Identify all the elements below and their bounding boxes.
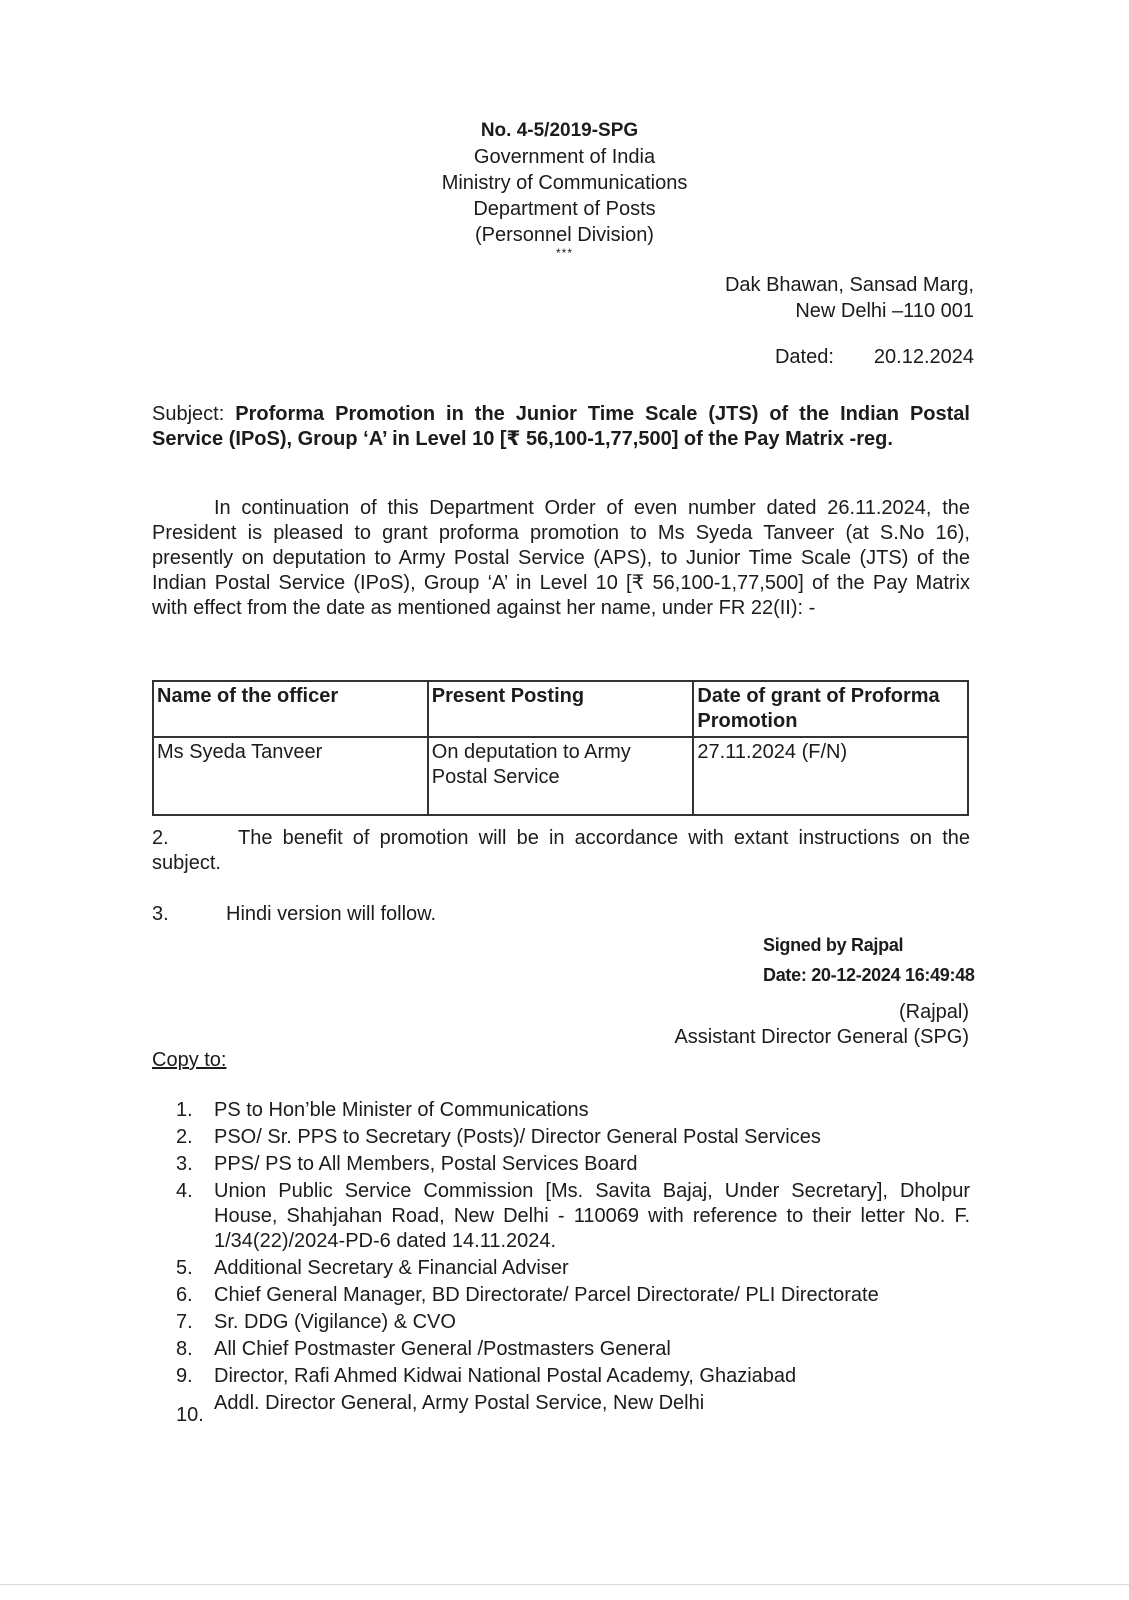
letterhead xyxy=(0,118,1129,258)
signer-block xyxy=(674,1000,969,1050)
list-item-text: Addl. Director General, Army Postal Service, New Delhi xyxy=(214,1392,705,1414)
list-item xyxy=(176,1391,970,1426)
list-item-number: 8. xyxy=(176,1338,193,1360)
subject-text: Proforma Promotion in the Junior Time Scale (JTS) of the Indian Postal Service (IPoS), Group ‘A’ in Level 10 [₹ 56,100-1,77,500] of the Pay Matrix -reg. xyxy=(152,403,970,450)
digital-signature xyxy=(763,930,975,990)
paragraph-1: In continuation of this Department Order of even number dated 26.11.2024, the President is pleased to grant proforma promotion to Ms Syeda Tanveer (at S.No 16), presently on deputation to Army Postal Service (APS), to Junior Time Scale (JTS) of the Indian Postal Service (IPoS), Group ‘A’ in Level 10 [₹ 56,100-1,77,500] of the Pay Matrix with effect from the date as mentioned against her name, under FR 22(II): - xyxy=(152,497,970,619)
list-item-text: Union Public Service Commission [Ms. Savita Bajaj, Under Secretary], Dholpur House, Shahjahan Road, New Delhi - 110069 with reference to their letter No. F. 1/34(22)/2024-PD-6 dated 14.11.2024. xyxy=(214,1180,970,1252)
table-row xyxy=(153,737,968,815)
paragraph-2-text: The benefit of promotion will be in accordance with extant instructions on the subject. xyxy=(152,827,970,874)
header-line-department: Department of Posts xyxy=(473,198,656,220)
list-item xyxy=(176,1125,970,1150)
header-line-government: Government of India xyxy=(473,146,656,168)
list-item-number: 5. xyxy=(176,1257,193,1279)
dated-label: Dated: xyxy=(774,346,834,368)
list-item xyxy=(176,1256,970,1281)
list-item-number: 6. xyxy=(176,1284,193,1306)
table-header-name: Name of the officer xyxy=(153,681,428,737)
list-item-text: Sr. DDG (Vigilance) & CVO xyxy=(214,1311,456,1333)
list-item-number: 10. xyxy=(176,1404,204,1426)
table-header-row xyxy=(153,681,968,737)
list-item-number: 9. xyxy=(176,1365,193,1387)
list-item-number: 4. xyxy=(176,1180,193,1202)
copy-to-heading: Copy to: xyxy=(152,1049,227,1071)
list-item xyxy=(176,1337,970,1362)
header-line-ministry: Ministry of Communications xyxy=(441,172,688,194)
scan-edge-mark xyxy=(0,1584,1129,1585)
list-item xyxy=(176,1179,970,1254)
dated-value: 20.12.2024 xyxy=(873,346,974,368)
officer-table-wrapper xyxy=(152,680,969,816)
table-cell-posting: On deputation to Army Postal Service xyxy=(428,737,694,815)
list-item xyxy=(176,1283,970,1308)
paragraph-2-number: 2. xyxy=(152,827,169,849)
header-stars: *** xyxy=(555,246,573,260)
list-item-text: All Chief Postmaster General /Postmasters General xyxy=(214,1338,671,1360)
address-line-2: New Delhi –110 001 xyxy=(795,300,974,322)
subject-label: Subject: xyxy=(152,403,225,425)
list-item-text: PPS/ PS to All Members, Postal Services Board xyxy=(214,1153,638,1175)
address-line-1: Dak Bhawan, Sansad Marg, xyxy=(724,274,974,296)
header-line-division: (Personnel Division) xyxy=(475,224,654,246)
table-header-date: Date of grant of Proforma Promotion xyxy=(693,681,968,737)
officer-table xyxy=(152,680,969,816)
copy-to-list xyxy=(176,1098,970,1426)
table-cell-date: 27.11.2024 (F/N) xyxy=(693,737,968,815)
table-header-posting: Present Posting xyxy=(428,681,694,737)
list-item xyxy=(176,1152,970,1177)
list-item-text: Additional Secretary & Financial Adviser xyxy=(214,1257,569,1279)
paragraph-3-text: Hindi version will follow. xyxy=(226,903,437,925)
list-item-text: PSO/ Sr. PPS to Secretary (Posts)/ Director General Postal Services xyxy=(214,1126,821,1148)
signer-designation: Assistant Director General (SPG) xyxy=(674,1026,969,1048)
list-item-number: 2. xyxy=(176,1126,193,1148)
signature-date: Date: 20-12-2024 16:49:48 xyxy=(763,965,975,985)
list-item-text: Director, Rafi Ahmed Kidwai National Postal Academy, Ghaziabad xyxy=(214,1365,797,1387)
office-address xyxy=(725,272,974,324)
file-number: No. 4-5/2019-SPG xyxy=(480,120,639,141)
date-line xyxy=(775,344,974,370)
list-item-text: Chief General Manager, BD Directorate/ Parcel Directorate/ PLI Directorate xyxy=(214,1284,879,1306)
signer-name: (Rajpal) xyxy=(898,1001,969,1023)
paragraph-2 xyxy=(152,826,970,876)
signed-by: Signed by Rajpal xyxy=(763,935,904,955)
subject xyxy=(152,402,970,452)
table-cell-name: Ms Syeda Tanveer xyxy=(153,737,428,815)
list-item xyxy=(176,1098,970,1123)
paragraph-3-number: 3. xyxy=(152,903,169,925)
paragraph-3 xyxy=(152,902,436,927)
list-item-number: 7. xyxy=(176,1311,193,1333)
list-item xyxy=(176,1310,970,1335)
list-item-text: PS to Hon’ble Minister of Communications xyxy=(214,1099,589,1121)
list-item-number: 3. xyxy=(176,1153,193,1175)
list-item xyxy=(176,1364,970,1389)
list-item-number: 1. xyxy=(176,1099,193,1121)
